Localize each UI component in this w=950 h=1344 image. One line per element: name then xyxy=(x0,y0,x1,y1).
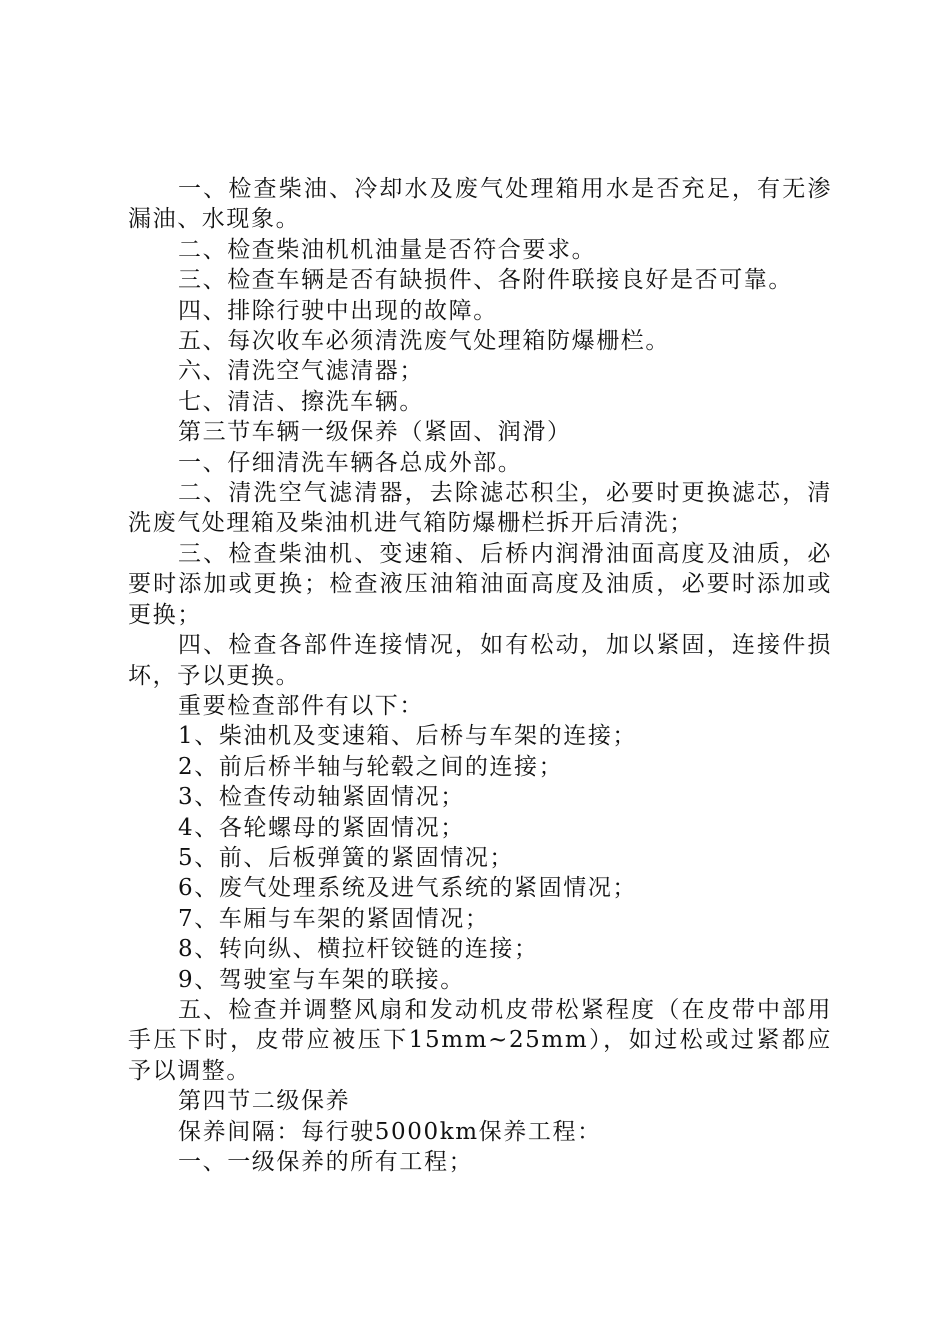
paragraph: 五、检查并调整风扇和发动机皮带松紧程度（在皮带中部用手压下时，皮带应被压下15mm~25mm），如过松或过紧都应予以调整。 xyxy=(128,996,832,1084)
paragraph: 四、排除行驶中出现的故障。 xyxy=(178,297,498,324)
paragraph: 六、清洗空气滤清器； xyxy=(178,358,424,385)
paragraph: 四、检查各部件连接情况，如有松动，加以紧固，连接件损坏，予以更换。 xyxy=(128,632,832,689)
paragraph: 重要检查部件有以下： xyxy=(178,692,424,719)
paragraph: 一、一级保养的所有工程； xyxy=(178,1149,474,1175)
paragraph: 三、检查柴油机、变速箱、后桥内润滑油面高度及油质，必要时添加或更换；检查液压油箱油面高度及油质，必要时添加或更换； xyxy=(128,540,832,628)
list-item: 1、柴油机及变速箱、后桥与车架的连接； xyxy=(178,723,638,750)
paragraph: 保养间隔：每行驶5000km保养工程： xyxy=(178,1118,602,1145)
paragraph: 二、检查柴油机机油量是否符合要求。 xyxy=(178,236,597,263)
section-heading: 第四节二级保养 xyxy=(178,1088,351,1115)
list-item: 2、前后桥半轴与轮毂之间的连接； xyxy=(178,753,564,780)
document-body xyxy=(128,174,832,1177)
list-item: 9、驾驶室与车架的联接。 xyxy=(178,966,465,993)
paragraph: 五、每次收车必须清洗废气处理箱防爆栅栏。 xyxy=(178,328,670,355)
list-item: 7、车厢与车架的紧固情况； xyxy=(178,905,490,932)
list-item: 6、废气处理系统及进气系统的紧固情况； xyxy=(178,875,638,902)
paragraph: 二、清洗空气滤清器，去除滤芯积尘，必要时更换滤芯，清洗废气处理箱及柴油机进气箱防爆栅栏拆开后清洗； xyxy=(128,480,832,537)
list-item: 8、转向纵、横拉杆铰链的连接； xyxy=(178,936,539,963)
list-item: 4、各轮螺母的紧固情况； xyxy=(178,814,465,841)
list-item: 3、检查传动轴紧固情况； xyxy=(178,784,465,811)
list-item: 5、前、后板弹簧的紧固情况； xyxy=(178,844,515,871)
paragraph: 一、仔细清洗车辆各总成外部。 xyxy=(178,449,523,476)
paragraph: 一、检查柴油、冷却水及废气处理箱用水是否充足，有无渗漏油、水现象。 xyxy=(128,176,832,233)
section-heading: 第三节车辆一级保养（紧固、润滑） xyxy=(178,419,572,446)
paragraph: 三、检查车辆是否有缺损件、各附件联接良好是否可靠。 xyxy=(178,267,793,294)
paragraph: 七、清洁、擦洗车辆。 xyxy=(178,388,424,415)
